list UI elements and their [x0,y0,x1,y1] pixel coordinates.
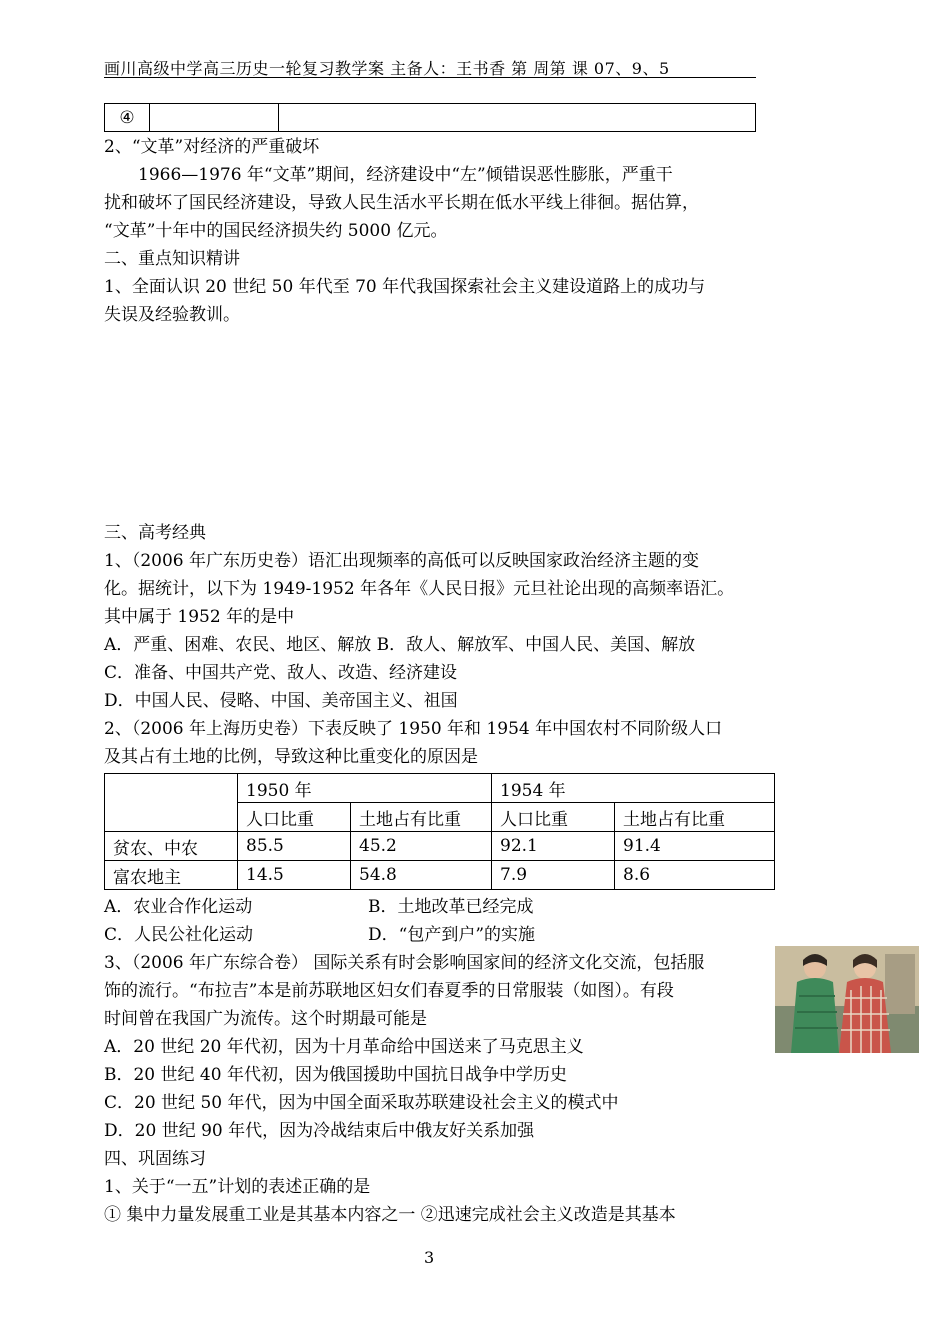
option-d: D．“包产到户”的实施 [368,925,536,945]
q2-options [104,893,535,949]
table-row [105,104,756,132]
table-cell: 14.5 [238,861,351,890]
option-line: B．20 世纪 40 年代初，因为俄国援助中国抗日战争中学历史 [104,1065,567,1085]
section-heading: 三、高考经典 [104,523,206,543]
empty-cell [150,104,279,132]
table-cell: 92.1 [492,832,615,861]
question-line: 其中属于 1952 年的是中 [104,607,295,627]
header-rule [104,77,756,78]
question-line: 3、（2006 年广东综合卷） 国际关系有时会影响国家间的经济文化交流，包括服 [104,953,705,973]
section-heading: 四、巩固练习 [104,1149,206,1169]
option-line: D．中国人民、侵略、中国、美帝国主义、祖国 [104,691,458,711]
page-header: 画川高级中学高三历史一轮复习教学案 主备人：王书香 第 周第 课 07、9、5 [104,59,670,78]
option-line: C．准备、中国共产党、敌人、改造、经济建设 [104,663,458,683]
table-cell: 7.9 [492,861,615,890]
corner-cell [105,774,238,832]
bulaji-dress-photo [775,946,919,1053]
option-row [104,921,535,949]
q3-section [104,949,756,1229]
paragraph-line: 1、全面认识 20 世纪 50 年代至 70 年代我国探索社会主义建设道路上的成功与 [104,277,706,297]
option-c: C．人民公社化运动 [104,925,254,945]
section-heading: 2、“文革”对经济的严重破坏 [104,137,320,157]
column-header: 人口比重 [492,803,615,832]
option-line: A．20 世纪 20 年代初，因为十月革命给中国送来了马克思主义 [104,1037,584,1057]
paragraph-line: “文革”十年中的国民经济损失约 5000 亿元。 [104,221,448,241]
table-cell: 54.8 [351,861,492,890]
paragraph-line: 扰和破坏了国民经济建设，导致人民生活水平长期在低水平线上徘徊。据估算， [104,193,699,213]
option-row [104,893,535,921]
paragraph-line: 1966—1976 年“文革”期间，经济建设中“左”倾错误恶性膨胀，严重干 [138,165,673,185]
table-row [105,774,775,803]
option-line: A．严重、困难、农民、地区、解放 B．敌人、解放军、中国人民、美国、解放 [104,635,696,655]
section-heading: 二、重点知识精讲 [104,249,240,269]
option-a: A．农业合作化运动 [104,897,253,917]
column-header: 土地占有比重 [351,803,492,832]
option-b: B．土地改革已经完成 [368,897,534,917]
table-row [105,832,775,861]
paragraph-line: 失误及经验教训。 [104,305,240,325]
option-line: D．20 世纪 90 年代，因为冷战结束后中俄友好关系加强 [104,1121,535,1141]
cultural-revolution-section [104,133,756,329]
exam-classics-section [104,519,756,771]
question-line: 及其占有土地的比例，导致这种比重变化的原因是 [104,747,478,767]
question-line: 2、（2006 年上海历史卷）下表反映了 1950 年和 1954 年中国农村不同阶级人口 [104,719,723,739]
question-line: ① 集中力量发展重工业是其基本内容之一 ②迅速完成社会主义改造是其基本 [104,1205,676,1225]
year-header: 1954 年 [492,774,775,803]
question-line: 化。据统计，以下为 1949-1952 年各年《人民日报》元旦社论出现的高频率语汇。 [104,579,735,599]
option-line: C．20 世纪 50 年代，因为中国全面采取苏联建设社会主义的模式中 [104,1093,619,1113]
table-row [105,861,775,890]
year-header: 1950 年 [238,774,492,803]
question-line: 1、关于“一五”计划的表述正确的是 [104,1177,371,1197]
table-cell: 45.2 [351,832,492,861]
row-label: 贫农、中农 [105,832,238,861]
table-cell: 8.6 [615,861,775,890]
column-header: 土地占有比重 [615,803,775,832]
row-label: 富农地主 [105,861,238,890]
column-header: 人口比重 [238,803,351,832]
empty-cell [279,104,756,132]
table-cell: 91.4 [615,832,775,861]
question-line: 饰的流行。“布拉吉”本是前苏联地区妇女们春夏季的日常服装（如图）。有段 [104,981,674,1001]
land-ratio-table [104,773,775,890]
continued-table [104,103,756,132]
photo-illustration [775,946,919,1053]
row-number-cell: ④ [105,104,150,132]
question-line: 时间曾在我国广为流传。这个时期最可能是 [104,1009,427,1029]
question-line: 1、（2006 年广东历史卷）语汇出现频率的高低可以反映国家政治经济主题的变 [104,551,699,571]
table-cell: 85.5 [238,832,351,861]
page-number: 3 [424,1248,435,1267]
